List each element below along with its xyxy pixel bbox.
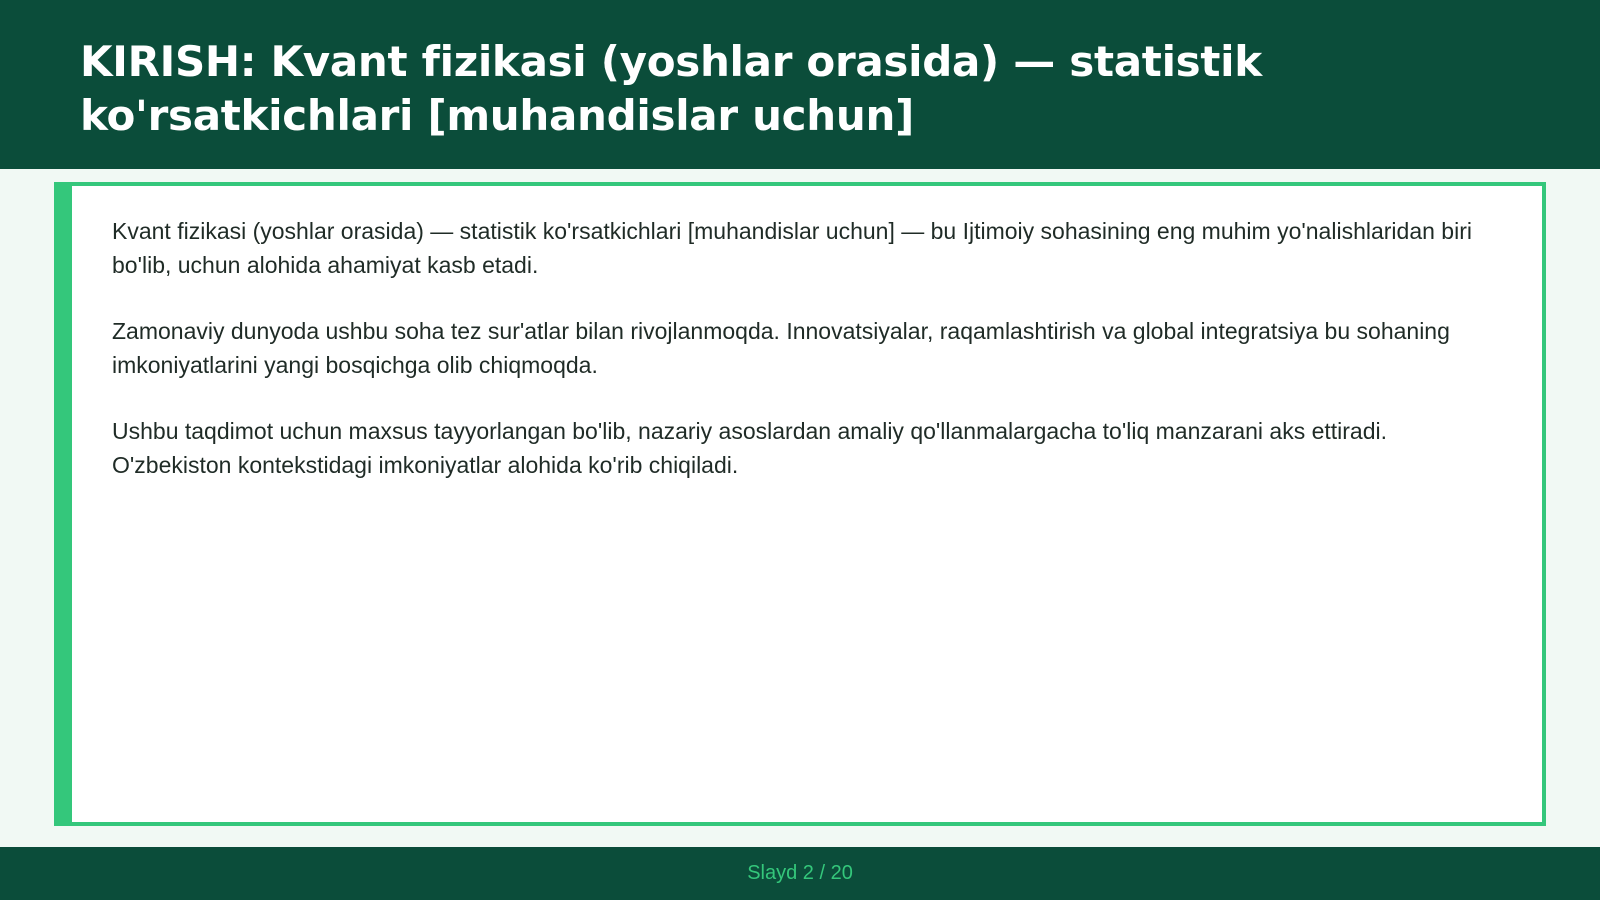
slide-title: KIRISH: Kvant fizikasi (yoshlar orasida) — statistik ko'rsatkichlari [muhandislar uchun] <box>80 37 1262 140</box>
paragraph-modern-world: Zamonaviy dunyoda ushbu soha tez sur'atlar bilan rivojlanmoqda. Innovatsiyalar, raqamlashtirish va global integratsiya bu sohaning imkoniyatlarini yangi bosqichga olib chiqmoqda. <box>112 318 1450 378</box>
slide-body <box>112 214 1512 514</box>
paragraph-intro: Kvant fizikasi (yoshlar orasida) — statistik ko'rsatkichlari [muhandislar uchun] — bu Ijtimoiy sohasining eng muhim yo'nalishlaridan biri bo'lib, uchun alohida ahamiyat kasb etadi. <box>112 218 1472 278</box>
slide-number: Slayd 2 / 20 <box>747 862 853 884</box>
slide-footer <box>0 847 1600 900</box>
slide-header <box>0 0 1600 169</box>
paragraph-presentation-purpose: Ushbu taqdimot uchun maxsus tayyorlangan bo'lib, nazariy asoslardan amaliy qo'llanmalargacha to'liq manzarani aks ettiradi. O'zbekiston kontekstidagi imkoniyatlar alohida ko'rib chiqiladi. <box>112 418 1388 478</box>
